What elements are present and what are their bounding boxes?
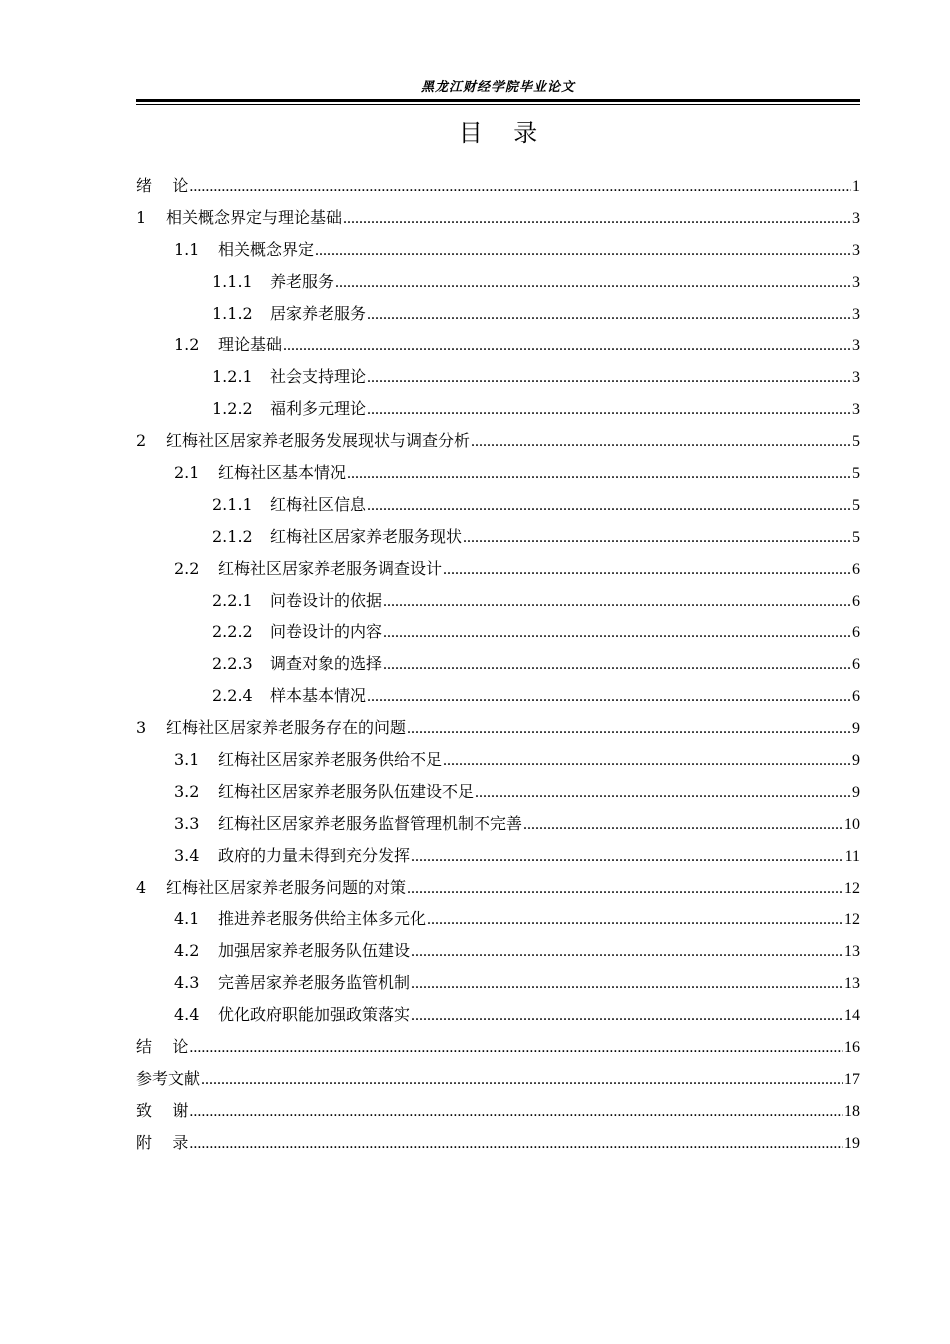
toc-dot-leader (383, 586, 851, 618)
toc-entry-page: 14 (844, 1007, 860, 1025)
toc-entry-page: 5 (852, 465, 860, 483)
toc-entry-title: 理论基础 (218, 335, 283, 355)
toc-entry-title: 福利多元理论 (270, 399, 367, 419)
toc-entry[interactable] (136, 489, 860, 521)
toc-dot-leader (189, 1128, 843, 1160)
toc-dot-leader (367, 490, 851, 522)
toc-entry-page: 9 (852, 720, 860, 738)
toc-entry-number: 3 (136, 718, 147, 738)
toc-entry[interactable] (136, 999, 860, 1031)
toc-entry-title: 社会支持理论 (270, 367, 367, 387)
toc-entry-title: 完善居家养老服务监管机制 (218, 973, 411, 993)
toc-dot-leader (189, 171, 851, 203)
toc-entry[interactable] (136, 967, 860, 999)
toc-entry-number: 3.1 (174, 750, 200, 770)
toc-entry[interactable] (136, 457, 860, 489)
toc-entry-page: 3 (852, 369, 860, 387)
toc-entry[interactable] (136, 1127, 860, 1159)
toc-entry[interactable] (136, 616, 860, 648)
toc-entry-page: 16 (844, 1039, 860, 1057)
toc-entry-number: 2.2.2 (212, 622, 253, 642)
toc-entry-number: 2.2.3 (212, 654, 253, 674)
toc-dot-leader (411, 841, 844, 873)
toc-dot-leader (475, 777, 851, 809)
toc-dot-leader (427, 904, 843, 936)
toc-entry-number: 3.2 (174, 781, 200, 801)
toc-entry-title: 养老服务 (270, 271, 335, 291)
toc-dot-leader (407, 713, 851, 745)
toc-dot-leader (411, 1000, 843, 1032)
toc-entry-page: 10 (844, 815, 860, 833)
toc-entry-page: 13 (844, 975, 860, 993)
toc-entry[interactable] (136, 808, 860, 840)
toc-dot-leader (411, 936, 843, 968)
toc-entry-number: 4 (136, 877, 147, 897)
toc-entry[interactable] (136, 1031, 860, 1063)
toc-entry-number: 4.4 (174, 1005, 200, 1025)
toc-entry[interactable] (136, 553, 860, 585)
toc-dot-leader (523, 809, 843, 841)
toc-entry-number: 2.2 (174, 558, 200, 578)
toc-dot-leader (367, 362, 851, 394)
toc-entry[interactable] (136, 872, 860, 904)
toc-entry[interactable] (136, 202, 860, 234)
toc-entry[interactable] (136, 648, 860, 680)
toc-entry-title: 相关概念界定与理论基础 (166, 207, 343, 227)
toc-entry-number: 4.3 (174, 973, 200, 993)
toc-dot-leader (443, 554, 851, 586)
toc-entry-page: 5 (852, 433, 860, 451)
toc-entry[interactable] (136, 585, 860, 617)
toc-entry[interactable] (136, 361, 860, 393)
toc-entry-page: 3 (852, 209, 860, 227)
toc-entry-page: 13 (844, 943, 860, 961)
toc-entry-number: 1.1 (174, 239, 200, 259)
running-header: 黑龙江财经学院毕业论文 (420, 80, 575, 95)
toc-entry-page: 3 (852, 401, 860, 419)
toc-entry[interactable] (136, 170, 860, 202)
toc-entry-title: 调查对象的选择 (270, 654, 383, 674)
toc-entry-title: 推进养老服务供给主体多元化 (218, 909, 427, 929)
toc-entry-page: 6 (852, 624, 860, 642)
toc-dot-leader (343, 203, 851, 235)
toc-entry-number: 3.3 (174, 813, 200, 833)
toc-dot-leader (367, 394, 851, 426)
toc-entry[interactable] (136, 329, 860, 361)
toc-dot-leader (463, 522, 851, 554)
toc-dot-leader (201, 1064, 843, 1096)
toc-entry-title: 致 谢 (136, 1100, 189, 1120)
toc-entry[interactable] (136, 521, 860, 553)
toc-entry-number: 2.2.4 (212, 686, 253, 706)
toc-entry-title: 红梅社区居家养老服务存在的问题 (166, 718, 407, 738)
toc-entry-number: 1.2 (174, 335, 200, 355)
toc-entry-page: 18 (844, 1102, 860, 1120)
toc-entry-title: 红梅社区居家养老服务现状 (270, 526, 463, 546)
toc-entry-page: 19 (844, 1134, 860, 1152)
table-of-contents (136, 170, 860, 1159)
toc-entry-number: 2.1.1 (212, 494, 253, 514)
toc-entry-number: 2.1 (174, 463, 200, 483)
toc-entry-page: 5 (852, 496, 860, 514)
toc-entry-title: 参考文献 (136, 1068, 201, 1088)
toc-dot-leader (471, 426, 851, 458)
toc-entry-title: 红梅社区居家养老服务发展现状与调查分析 (166, 431, 471, 451)
toc-entry-page: 9 (852, 752, 860, 770)
toc-entry[interactable] (136, 425, 860, 457)
toc-entry-number: 1.2.2 (212, 399, 253, 419)
toc-entry-title: 红梅社区基本情况 (218, 463, 347, 483)
toc-entry-page: 3 (852, 337, 860, 355)
toc-entry-number: 2 (136, 431, 147, 451)
toc-entry[interactable] (136, 298, 860, 330)
toc-entry[interactable] (136, 712, 860, 744)
toc-entry-title: 红梅社区居家养老服务监督管理机制不完善 (218, 813, 523, 833)
toc-dot-leader (367, 299, 851, 331)
toc-entry-page: 5 (852, 528, 860, 546)
toc-dot-leader (189, 1032, 843, 1064)
toc-entry[interactable] (136, 903, 860, 935)
toc-entry[interactable] (136, 744, 860, 776)
toc-dot-leader (335, 267, 851, 299)
toc-entry-title: 政府的力量未得到充分发挥 (218, 845, 411, 865)
toc-entry-title: 问卷设计的内容 (270, 622, 383, 642)
toc-entry-title: 红梅社区居家养老服务队伍建设不足 (218, 781, 475, 801)
toc-entry-number: 3.4 (174, 845, 200, 865)
toc-entry-number: 1 (136, 207, 147, 227)
toc-dot-leader (443, 745, 851, 777)
toc-entry-page: 3 (852, 305, 860, 323)
toc-entry-page: 3 (852, 241, 860, 259)
toc-entry-page: 11 (844, 847, 860, 865)
toc-entry[interactable] (136, 393, 860, 425)
toc-dot-leader (383, 617, 851, 649)
toc-dot-leader (407, 873, 843, 905)
toc-dot-leader (283, 330, 851, 362)
toc-entry-number: 1.1.2 (212, 303, 253, 323)
toc-entry[interactable] (136, 776, 860, 808)
toc-entry[interactable] (136, 680, 860, 712)
toc-entry-page: 3 (852, 273, 860, 291)
toc-dot-leader (347, 458, 851, 490)
toc-entry-number: 4.2 (174, 941, 200, 961)
toc-entry-page: 1 (852, 178, 860, 195)
toc-dot-leader (189, 1096, 843, 1128)
toc-entry-title: 居家养老服务 (270, 303, 367, 323)
header-rule-thick (136, 99, 860, 102)
toc-entry-page: 12 (844, 879, 860, 897)
toc-entry[interactable] (136, 935, 860, 967)
toc-entry[interactable] (136, 1095, 860, 1127)
toc-entry-number: 1.2.1 (212, 367, 253, 387)
toc-entry-title: 样本基本情况 (270, 686, 367, 706)
toc-entry-number: 2.2.1 (212, 590, 253, 610)
toc-entry[interactable] (136, 1063, 860, 1095)
toc-entry-page: 9 (852, 783, 860, 801)
toc-entry-title: 加强居家养老服务队伍建设 (218, 941, 411, 961)
toc-entry-page: 12 (844, 911, 860, 929)
toc-dot-leader (383, 649, 851, 681)
toc-entry-title: 相关概念界定 (218, 239, 315, 259)
toc-entry[interactable] (136, 266, 860, 298)
toc-entry-page: 6 (852, 560, 860, 578)
toc-dot-leader (411, 968, 843, 1000)
toc-entry-title: 优化政府职能加强政策落实 (218, 1005, 411, 1025)
toc-entry-page: 17 (844, 1070, 860, 1088)
toc-entry-title: 红梅社区居家养老服务问题的对策 (166, 877, 407, 897)
toc-entry-title: 绪 论 (136, 176, 189, 195)
toc-entry-title: 问卷设计的依据 (270, 590, 383, 610)
toc-dot-leader (315, 235, 851, 267)
toc-entry-title: 结 论 (136, 1037, 189, 1057)
toc-entry-title: 红梅社区居家养老服务供给不足 (218, 750, 443, 770)
toc-entry-title: 红梅社区居家养老服务调查设计 (218, 558, 443, 578)
toc-entry-page: 6 (852, 656, 860, 674)
page-title-text: 目 录 (458, 119, 538, 147)
header-rule-thin (136, 104, 860, 105)
toc-entry[interactable] (136, 234, 860, 266)
toc-entry-page: 6 (852, 592, 860, 610)
page-title (136, 114, 860, 152)
toc-entry-number: 4.1 (174, 909, 200, 929)
toc-entry-page: 6 (852, 688, 860, 706)
toc-dot-leader (367, 681, 851, 713)
toc-entry[interactable] (136, 840, 860, 872)
toc-entry-title: 附 录 (136, 1132, 189, 1152)
toc-entry-title: 红梅社区信息 (270, 494, 367, 514)
toc-entry-number: 1.1.1 (212, 271, 253, 291)
toc-entry-number: 2.1.2 (212, 526, 253, 546)
